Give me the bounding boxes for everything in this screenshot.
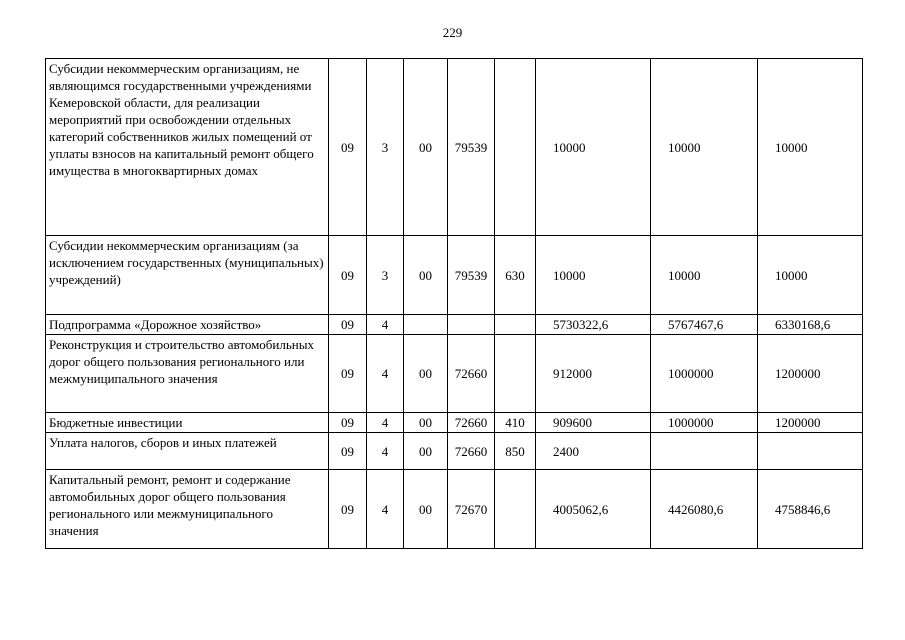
cell-year-1: 4005062,6 (536, 470, 651, 549)
cell-razdel: 09 (329, 413, 367, 433)
cell-year-1: 912000 (536, 335, 651, 413)
cell-year-2: 1000000 (651, 335, 758, 413)
table-row (46, 59, 863, 236)
cell-vr: 410 (495, 413, 536, 433)
cell-razdel: 09 (329, 236, 367, 315)
cell-year-1: 10000 (536, 236, 651, 315)
cell-podrazdel: 3 (367, 59, 404, 236)
table-row (46, 236, 863, 315)
cell-podprogramma: 00 (404, 59, 448, 236)
cell-year-3: 1200000 (758, 413, 863, 433)
cell-year-2: 10000 (651, 236, 758, 315)
row-name: Капитальный ремонт, ремонт и содержание автомобильных дорог общего пользования регионального или межмуниципального значения (46, 470, 329, 549)
cell-year-2: 10000 (651, 59, 758, 236)
cell-podprogramma: 00 (404, 470, 448, 549)
cell-csr: 79539 (448, 59, 495, 236)
table-row (46, 335, 863, 413)
cell-razdel: 09 (329, 433, 367, 470)
cell-razdel: 09 (329, 335, 367, 413)
cell-podrazdel: 4 (367, 335, 404, 413)
cell-year-3: 6330168,6 (758, 315, 863, 335)
cell-podprogramma: 00 (404, 433, 448, 470)
cell-podrazdel: 4 (367, 433, 404, 470)
cell-podprogramma (404, 315, 448, 335)
row-name: Уплата налогов, сборов и иных платежей (46, 433, 329, 470)
cell-year-1: 2400 (536, 433, 651, 470)
cell-razdel: 09 (329, 59, 367, 236)
cell-year-1: 10000 (536, 59, 651, 236)
cell-year-1: 909600 (536, 413, 651, 433)
cell-csr (448, 315, 495, 335)
row-name: Реконструкция и строительство автомобильных дорог общего пользования регионального или межмуниципального значения (46, 335, 329, 413)
table-row (46, 470, 863, 549)
cell-csr: 72660 (448, 335, 495, 413)
cell-vr (495, 470, 536, 549)
row-name: Подпрограмма «Дорожное хозяйство» (46, 315, 329, 335)
row-name: Субсидии некоммерческим организациям, не являющимся государственными учреждениями Кемеровской области, для реализации мероприятий при освобождении отдельных категорий собственников жилых помещений от уплаты взносов на капитальный ремонт общего имущества в многоквартирных домах (46, 59, 329, 236)
row-name: Субсидии некоммерческим организациям (за исключением государственных (муниципальных) учреждений) (46, 236, 329, 315)
cell-podprogramma: 00 (404, 413, 448, 433)
row-name: Бюджетные инвестиции (46, 413, 329, 433)
cell-podrazdel: 4 (367, 413, 404, 433)
cell-year-2: 4426080,6 (651, 470, 758, 549)
cell-year-3: 1200000 (758, 335, 863, 413)
cell-razdel: 09 (329, 315, 367, 335)
cell-year-3 (758, 433, 863, 470)
table-row (46, 315, 863, 335)
cell-podrazdel: 3 (367, 236, 404, 315)
table-row (46, 433, 863, 470)
cell-year-3: 4758846,6 (758, 470, 863, 549)
cell-vr (495, 59, 536, 236)
cell-year-3: 10000 (758, 236, 863, 315)
cell-podprogramma: 00 (404, 236, 448, 315)
cell-csr: 72670 (448, 470, 495, 549)
cell-podrazdel: 4 (367, 315, 404, 335)
cell-year-2: 1000000 (651, 413, 758, 433)
cell-year-2 (651, 433, 758, 470)
cell-razdel: 09 (329, 470, 367, 549)
table-row (46, 413, 863, 433)
cell-csr: 72660 (448, 413, 495, 433)
cell-year-2: 5767467,6 (651, 315, 758, 335)
page-number: 229 (442, 25, 463, 40)
cell-year-3: 10000 (758, 59, 863, 236)
cell-podrazdel: 4 (367, 470, 404, 549)
budget-table (45, 58, 863, 549)
cell-vr: 850 (495, 433, 536, 470)
cell-vr (495, 335, 536, 413)
cell-year-1: 5730322,6 (536, 315, 651, 335)
cell-vr: 630 (495, 236, 536, 315)
cell-podprogramma: 00 (404, 335, 448, 413)
cell-csr: 72660 (448, 433, 495, 470)
cell-vr (495, 315, 536, 335)
cell-csr: 79539 (448, 236, 495, 315)
